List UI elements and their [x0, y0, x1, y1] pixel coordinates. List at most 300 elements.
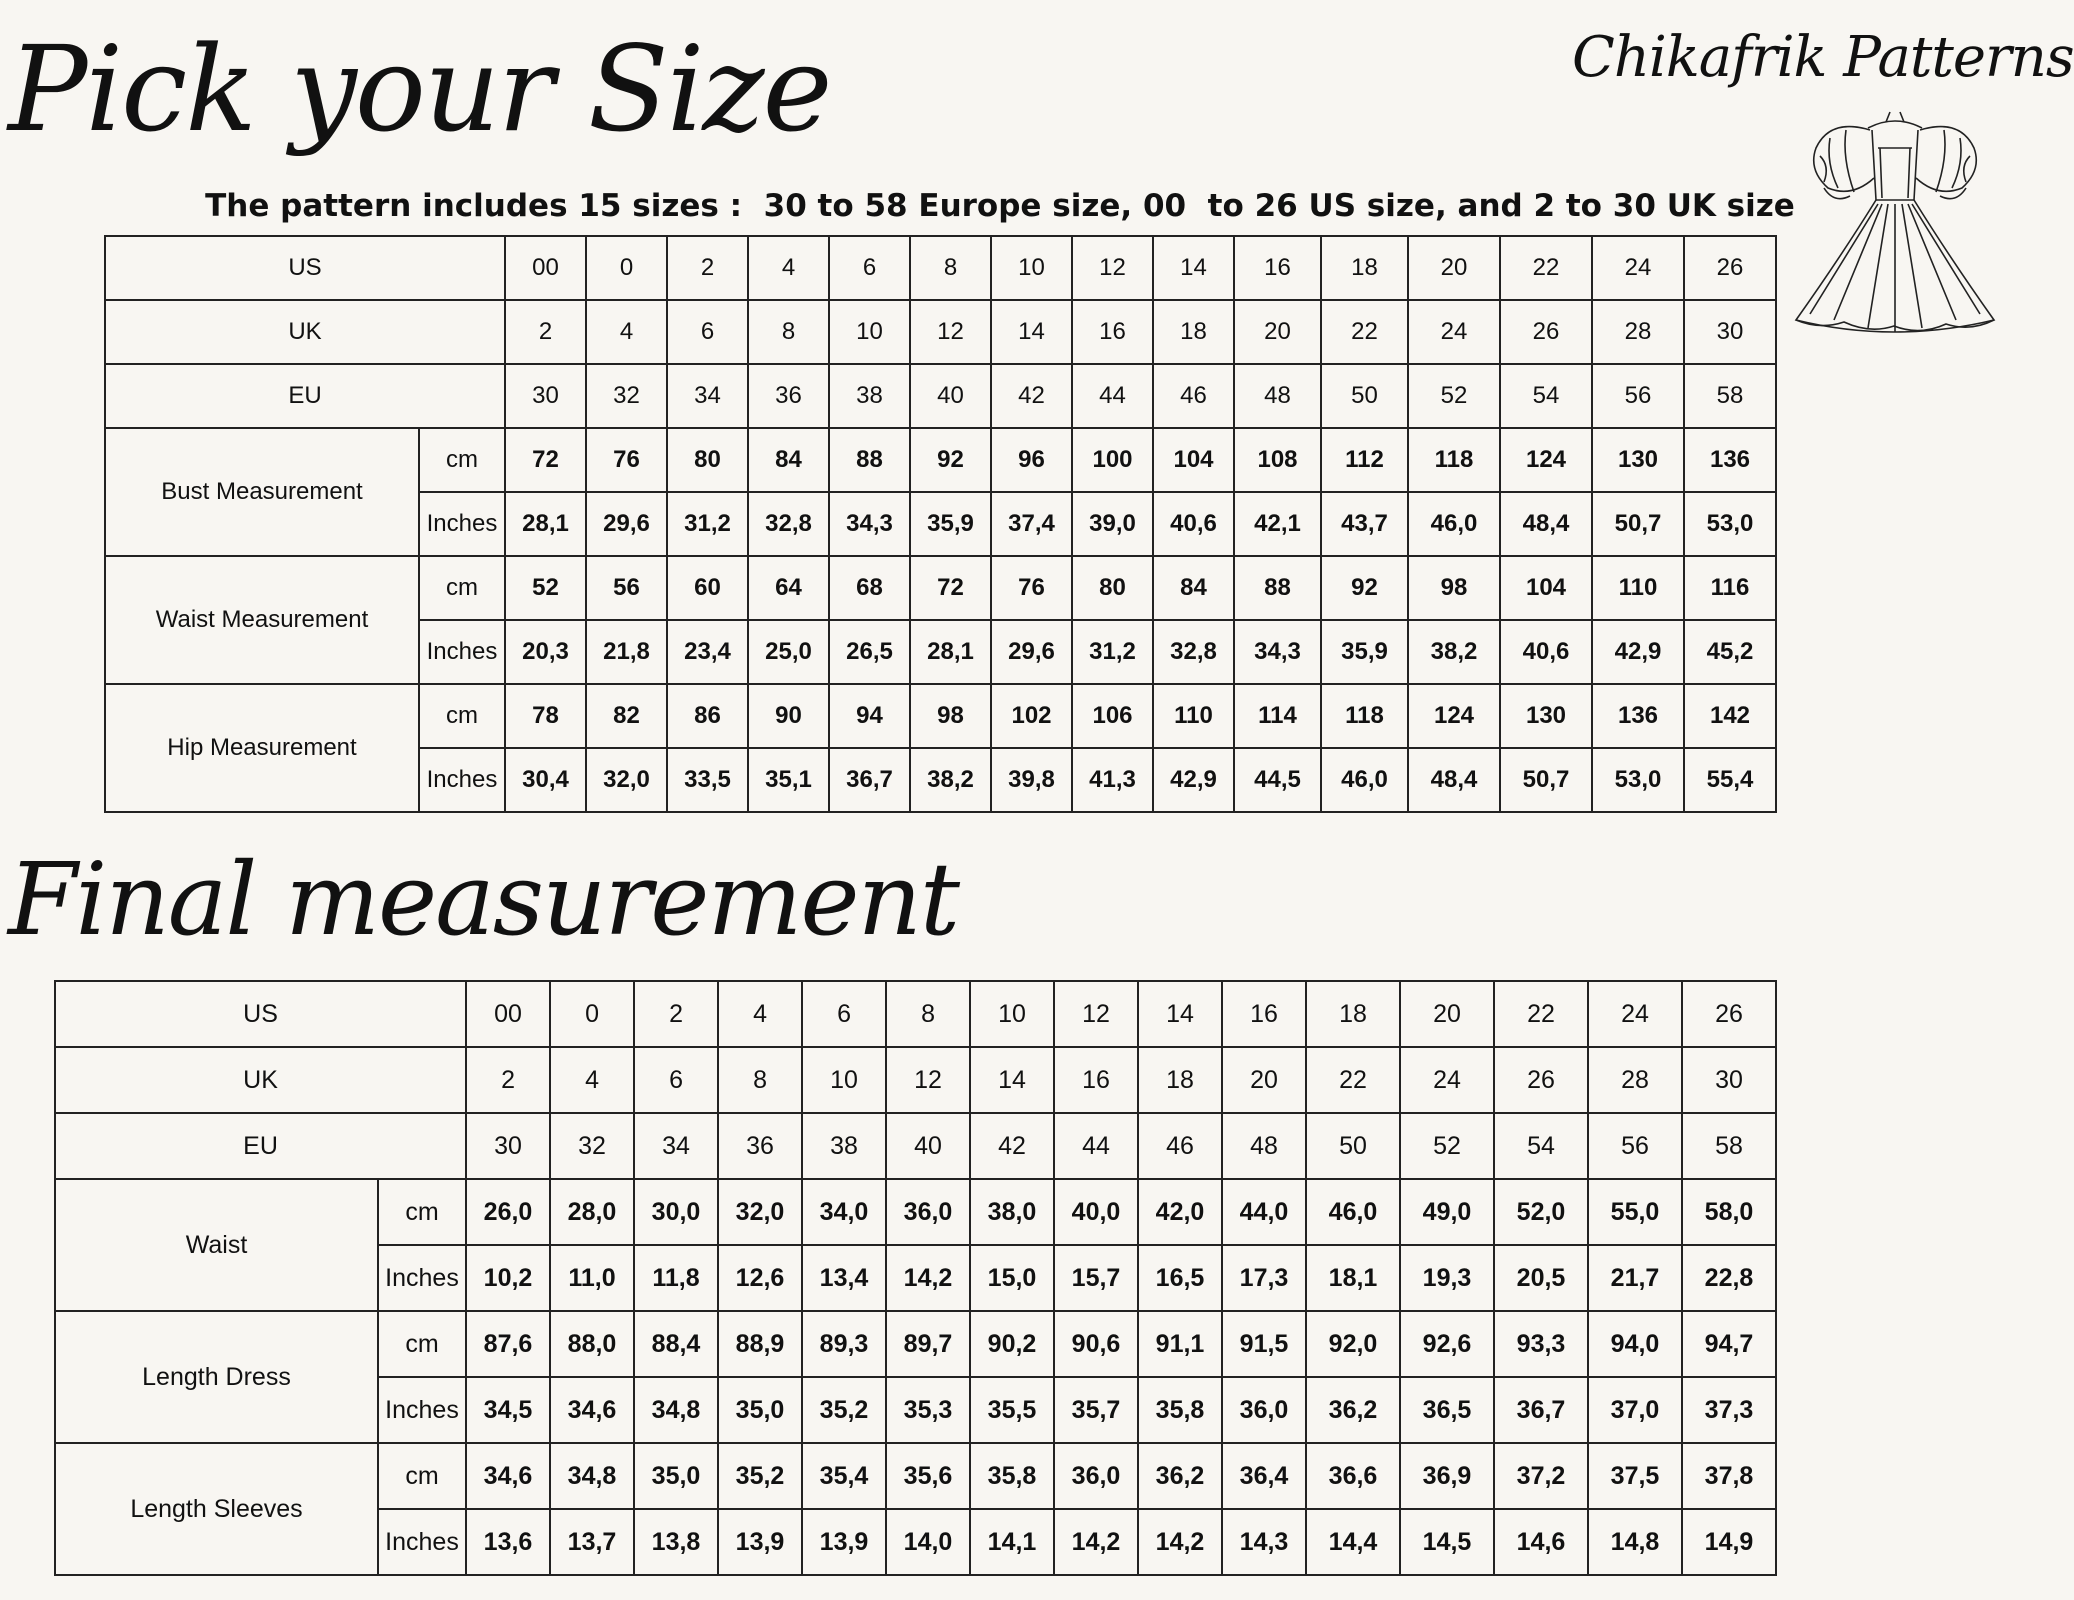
size-cell: 10	[802, 1047, 886, 1113]
size-cell: 12	[886, 1047, 970, 1113]
size-cell: 38	[829, 364, 910, 428]
size-cell: 42	[991, 364, 1072, 428]
measurement-cell: 11,8	[634, 1245, 718, 1311]
size-cell: 30	[1682, 1047, 1776, 1113]
measurement-cell: 34,6	[466, 1443, 550, 1509]
measurement-cell: 34,8	[634, 1377, 718, 1443]
measurement-cell: 72	[910, 556, 991, 620]
measurement-cell: 34,8	[550, 1443, 634, 1509]
size-cell: 10	[970, 981, 1054, 1047]
measurement-cell: 55,0	[1588, 1179, 1682, 1245]
measurement-cell: 84	[1153, 556, 1234, 620]
measurement-cell: 14,1	[970, 1509, 1054, 1575]
measurement-label: Waist Measurement	[105, 556, 419, 684]
measurement-cell: 20,5	[1494, 1245, 1588, 1311]
size-cell: 2	[466, 1047, 550, 1113]
size-cell: 6	[802, 981, 886, 1047]
size-cell: 28	[1592, 300, 1684, 364]
size-cell: 4	[748, 236, 829, 300]
measurement-cell: 80	[1072, 556, 1153, 620]
measurement-cell: 37,8	[1682, 1443, 1776, 1509]
measurement-cell: 48,4	[1500, 492, 1592, 556]
measurement-cell: 14,3	[1222, 1509, 1306, 1575]
measurement-cell: 108	[1234, 428, 1321, 492]
size-cell: 52	[1400, 1113, 1494, 1179]
measurement-cell: 32,0	[586, 748, 667, 812]
measurement-cell: 34,0	[802, 1179, 886, 1245]
measurement-cell: 35,7	[1054, 1377, 1138, 1443]
measurement-cell: 10,2	[466, 1245, 550, 1311]
measurement-cell: 42,1	[1234, 492, 1321, 556]
size-cell: 56	[1588, 1113, 1682, 1179]
row-label: EU	[105, 364, 505, 428]
measurement-cell: 13,9	[718, 1509, 802, 1575]
measurement-cell: 13,6	[466, 1509, 550, 1575]
unit-label: cm	[378, 1311, 466, 1377]
measurement-cell: 20,3	[505, 620, 586, 684]
size-cell: 34	[667, 364, 748, 428]
size-cell: 14	[991, 300, 1072, 364]
measurement-cell: 35,1	[748, 748, 829, 812]
size-cell: 52	[1408, 364, 1500, 428]
measurement-cell: 34,3	[829, 492, 910, 556]
measurement-cell: 87,6	[466, 1311, 550, 1377]
measurement-cell: 110	[1153, 684, 1234, 748]
measurement-cell: 130	[1592, 428, 1684, 492]
measurement-cell: 78	[505, 684, 586, 748]
measurement-cell: 39,8	[991, 748, 1072, 812]
size-cell: 26	[1494, 1047, 1588, 1113]
measurement-cell: 94,7	[1682, 1311, 1776, 1377]
measurement-cell: 91,5	[1222, 1311, 1306, 1377]
measurement-cell: 21,8	[586, 620, 667, 684]
row-label: US	[105, 236, 505, 300]
measurement-cell: 36,7	[1494, 1377, 1588, 1443]
size-chart-table	[104, 235, 1777, 813]
measurement-cell: 76	[586, 428, 667, 492]
measurement-label: Hip Measurement	[105, 684, 419, 812]
measurement-cell: 118	[1321, 684, 1408, 748]
measurement-cell: 112	[1321, 428, 1408, 492]
unit-label: cm	[419, 556, 505, 620]
measurement-cell: 104	[1500, 556, 1592, 620]
measurement-cell: 102	[991, 684, 1072, 748]
measurement-cell: 88,9	[718, 1311, 802, 1377]
measurement-cell: 32,0	[718, 1179, 802, 1245]
size-cell: 14	[1138, 981, 1222, 1047]
measurement-cell: 36,7	[829, 748, 910, 812]
size-cell: 24	[1408, 300, 1500, 364]
measurement-row	[55, 1443, 1776, 1509]
measurement-cell: 28,1	[910, 620, 991, 684]
measurement-cell: 13,4	[802, 1245, 886, 1311]
measurement-cell: 34,5	[466, 1377, 550, 1443]
measurement-cell: 92	[1321, 556, 1408, 620]
unit-label: Inches	[419, 492, 505, 556]
measurement-cell: 41,3	[1072, 748, 1153, 812]
size-cell: 58	[1684, 364, 1776, 428]
size-cell: 32	[550, 1113, 634, 1179]
measurement-cell: 94,0	[1588, 1311, 1682, 1377]
size-cell: 8	[910, 236, 991, 300]
measurement-cell: 36,4	[1222, 1443, 1306, 1509]
size-cell: 00	[505, 236, 586, 300]
size-cell: 34	[634, 1113, 718, 1179]
measurement-cell: 44,5	[1234, 748, 1321, 812]
measurement-cell: 36,5	[1400, 1377, 1494, 1443]
measurement-cell: 114	[1234, 684, 1321, 748]
measurement-cell: 26,5	[829, 620, 910, 684]
measurement-cell: 46,0	[1408, 492, 1500, 556]
measurement-cell: 43,7	[1321, 492, 1408, 556]
measurement-label: Bust Measurement	[105, 428, 419, 556]
measurement-cell: 124	[1500, 428, 1592, 492]
size-cell: 12	[1072, 236, 1153, 300]
size-cell: 10	[829, 300, 910, 364]
measurement-cell: 15,0	[970, 1245, 1054, 1311]
measurement-cell: 19,3	[1400, 1245, 1494, 1311]
size-cell: 8	[886, 981, 970, 1047]
measurement-cell: 35,8	[1138, 1377, 1222, 1443]
size-cell: 58	[1682, 1113, 1776, 1179]
measurement-cell: 76	[991, 556, 1072, 620]
measurement-cell: 36,0	[1054, 1443, 1138, 1509]
measurement-cell: 32,8	[1153, 620, 1234, 684]
size-cell: 6	[667, 300, 748, 364]
size-cell: 44	[1072, 364, 1153, 428]
measurement-label: Length Sleeves	[55, 1443, 378, 1575]
measurement-cell: 30,0	[634, 1179, 718, 1245]
measurement-cell: 60	[667, 556, 748, 620]
measurement-cell: 26,0	[466, 1179, 550, 1245]
unit-label: Inches	[378, 1509, 466, 1575]
size-cell: 4	[586, 300, 667, 364]
measurement-cell: 84	[748, 428, 829, 492]
measurement-cell: 94	[829, 684, 910, 748]
measurement-row	[105, 684, 1776, 748]
size-cell: 4	[550, 1047, 634, 1113]
measurement-cell: 90	[748, 684, 829, 748]
measurement-cell: 35,0	[634, 1443, 718, 1509]
size-cell: 0	[586, 236, 667, 300]
size-cell: 24	[1588, 981, 1682, 1047]
measurement-cell: 52	[505, 556, 586, 620]
measurement-cell: 106	[1072, 684, 1153, 748]
measurement-cell: 35,2	[718, 1443, 802, 1509]
measurement-cell: 49,0	[1400, 1179, 1494, 1245]
size-cell: 16	[1072, 300, 1153, 364]
size-cell: 54	[1500, 364, 1592, 428]
measurement-label: Length Dress	[55, 1311, 378, 1443]
measurement-cell: 86	[667, 684, 748, 748]
measurement-cell: 53,0	[1684, 492, 1776, 556]
size-cell: 20	[1400, 981, 1494, 1047]
measurement-cell: 35,4	[802, 1443, 886, 1509]
measurement-cell: 98	[1408, 556, 1500, 620]
measurement-cell: 36,2	[1306, 1377, 1400, 1443]
size-cell: 54	[1494, 1113, 1588, 1179]
size-cell: 22	[1321, 300, 1408, 364]
row-label: UK	[55, 1047, 466, 1113]
unit-label: cm	[378, 1443, 466, 1509]
measurement-cell: 58,0	[1682, 1179, 1776, 1245]
size-cell: 30	[466, 1113, 550, 1179]
size-cell: 16	[1054, 1047, 1138, 1113]
size-cell: 2	[667, 236, 748, 300]
unit-label: Inches	[419, 748, 505, 812]
size-cell: 12	[910, 300, 991, 364]
size-cell: 22	[1494, 981, 1588, 1047]
measurement-cell: 21,7	[1588, 1245, 1682, 1311]
measurement-cell: 82	[586, 684, 667, 748]
measurement-row	[105, 556, 1776, 620]
size-cell: 32	[586, 364, 667, 428]
unit-label: cm	[378, 1179, 466, 1245]
measurement-cell: 50,7	[1592, 492, 1684, 556]
measurement-cell: 36,6	[1306, 1443, 1400, 1509]
measurement-cell: 14,2	[886, 1245, 970, 1311]
measurement-cell: 31,2	[1072, 620, 1153, 684]
size-cell: 20	[1408, 236, 1500, 300]
measurement-cell: 40,6	[1153, 492, 1234, 556]
measurement-cell: 17,3	[1222, 1245, 1306, 1311]
size-row-us	[55, 981, 1776, 1047]
measurement-cell: 23,4	[667, 620, 748, 684]
measurement-cell: 90,6	[1054, 1311, 1138, 1377]
measurement-cell: 42,9	[1592, 620, 1684, 684]
measurement-cell: 25,0	[748, 620, 829, 684]
measurement-cell: 35,2	[802, 1377, 886, 1443]
size-cell: 50	[1321, 364, 1408, 428]
measurement-cell: 38,2	[1408, 620, 1500, 684]
size-cell: 22	[1306, 1047, 1400, 1113]
measurement-cell: 98	[910, 684, 991, 748]
size-cell: 40	[910, 364, 991, 428]
measurement-cell: 29,6	[586, 492, 667, 556]
measurement-cell: 30,4	[505, 748, 586, 812]
size-cell: 20	[1222, 1047, 1306, 1113]
measurement-cell: 35,3	[886, 1377, 970, 1443]
size-row-eu	[55, 1113, 1776, 1179]
measurement-cell: 46,0	[1306, 1179, 1400, 1245]
measurement-cell: 39,0	[1072, 492, 1153, 556]
size-cell: 42	[970, 1113, 1054, 1179]
measurement-cell: 36,0	[1222, 1377, 1306, 1443]
size-cell: 26	[1500, 300, 1592, 364]
size-cell: 2	[634, 981, 718, 1047]
measurement-cell: 50,7	[1500, 748, 1592, 812]
unit-label: cm	[419, 428, 505, 492]
measurement-cell: 38,2	[910, 748, 991, 812]
size-cell: 48	[1222, 1113, 1306, 1179]
unit-label: cm	[419, 684, 505, 748]
measurement-cell: 104	[1153, 428, 1234, 492]
measurement-cell: 28,1	[505, 492, 586, 556]
size-row-us	[105, 236, 1776, 300]
measurement-cell: 64	[748, 556, 829, 620]
measurement-cell: 124	[1408, 684, 1500, 748]
size-cell: 4	[718, 981, 802, 1047]
measurement-cell: 100	[1072, 428, 1153, 492]
size-cell: 6	[829, 236, 910, 300]
measurement-cell: 13,7	[550, 1509, 634, 1575]
brand-logo: Chikafrik Patterns	[1572, 25, 2074, 90]
measurement-cell: 130	[1500, 684, 1592, 748]
row-label: EU	[55, 1113, 466, 1179]
measurement-cell: 35,9	[1321, 620, 1408, 684]
measurement-cell: 14,4	[1306, 1509, 1400, 1575]
measurement-cell: 13,9	[802, 1509, 886, 1575]
measurement-cell: 72	[505, 428, 586, 492]
size-cell: 16	[1222, 981, 1306, 1047]
measurement-cell: 136	[1592, 684, 1684, 748]
measurement-cell: 28,0	[550, 1179, 634, 1245]
section-title-final-measurement: Final measurement	[8, 841, 959, 958]
measurement-cell: 56	[586, 556, 667, 620]
size-cell: 6	[634, 1047, 718, 1113]
size-cell: 24	[1400, 1047, 1494, 1113]
measurement-cell: 36,2	[1138, 1443, 1222, 1509]
measurement-cell: 16,5	[1138, 1245, 1222, 1311]
size-cell: 26	[1684, 236, 1776, 300]
measurement-cell: 35,5	[970, 1377, 1054, 1443]
measurement-row	[105, 428, 1776, 492]
measurement-cell: 142	[1684, 684, 1776, 748]
size-cell: 48	[1234, 364, 1321, 428]
measurement-cell: 18,1	[1306, 1245, 1400, 1311]
size-cell: 50	[1306, 1113, 1400, 1179]
measurement-cell: 90,2	[970, 1311, 1054, 1377]
measurement-cell: 52,0	[1494, 1179, 1588, 1245]
measurement-cell: 35,6	[886, 1443, 970, 1509]
size-cell: 18	[1153, 300, 1234, 364]
size-cell: 24	[1592, 236, 1684, 300]
measurement-cell: 14,2	[1138, 1509, 1222, 1575]
measurement-cell: 37,2	[1494, 1443, 1588, 1509]
measurement-cell: 92,6	[1400, 1311, 1494, 1377]
measurement-cell: 45,2	[1684, 620, 1776, 684]
measurement-cell: 88	[1234, 556, 1321, 620]
measurement-cell: 92,0	[1306, 1311, 1400, 1377]
measurement-cell: 13,8	[634, 1509, 718, 1575]
measurement-cell: 14,8	[1588, 1509, 1682, 1575]
measurement-cell: 14,5	[1400, 1509, 1494, 1575]
measurement-cell: 68	[829, 556, 910, 620]
measurement-cell: 11,0	[550, 1245, 634, 1311]
measurement-cell: 89,7	[886, 1311, 970, 1377]
measurement-cell: 48,4	[1408, 748, 1500, 812]
measurement-cell: 80	[667, 428, 748, 492]
measurement-cell: 93,3	[1494, 1311, 1588, 1377]
measurement-cell: 136	[1684, 428, 1776, 492]
size-cell: 2	[505, 300, 586, 364]
size-cell: 20	[1234, 300, 1321, 364]
measurement-cell: 14,2	[1054, 1509, 1138, 1575]
size-cell: 18	[1138, 1047, 1222, 1113]
size-cell: 14	[1153, 236, 1234, 300]
size-cell: 10	[991, 236, 1072, 300]
measurement-cell: 116	[1684, 556, 1776, 620]
measurement-cell: 91,1	[1138, 1311, 1222, 1377]
size-cell: 0	[550, 981, 634, 1047]
size-cell: 56	[1592, 364, 1684, 428]
measurement-cell: 36,0	[886, 1179, 970, 1245]
measurement-cell: 37,0	[1588, 1377, 1682, 1443]
measurement-cell: 42,0	[1138, 1179, 1222, 1245]
size-cell: 36	[718, 1113, 802, 1179]
measurement-label: Waist	[55, 1179, 378, 1311]
pattern-sizes-note: The pattern includes 15 sizes : 30 to 58 Europe size, 00 to 26 US size, and 2 to 30 UK size	[205, 188, 1795, 224]
measurement-cell: 44,0	[1222, 1179, 1306, 1245]
measurement-cell: 88	[829, 428, 910, 492]
measurement-cell: 46,0	[1321, 748, 1408, 812]
measurement-row	[55, 1179, 1776, 1245]
row-label: US	[55, 981, 466, 1047]
measurement-cell: 110	[1592, 556, 1684, 620]
measurement-cell: 96	[991, 428, 1072, 492]
measurement-cell: 37,5	[1588, 1443, 1682, 1509]
measurement-cell: 34,3	[1234, 620, 1321, 684]
measurement-cell: 38,0	[970, 1179, 1054, 1245]
measurement-cell: 37,4	[991, 492, 1072, 556]
measurement-cell: 29,6	[991, 620, 1072, 684]
size-cell: 46	[1153, 364, 1234, 428]
size-cell: 16	[1234, 236, 1321, 300]
size-row-eu	[105, 364, 1776, 428]
measurement-cell: 40,6	[1500, 620, 1592, 684]
measurement-cell: 92	[910, 428, 991, 492]
measurement-row	[55, 1311, 1776, 1377]
measurement-cell: 22,8	[1682, 1245, 1776, 1311]
size-cell: 8	[748, 300, 829, 364]
measurement-cell: 53,0	[1592, 748, 1684, 812]
measurement-cell: 89,3	[802, 1311, 886, 1377]
size-cell: 18	[1306, 981, 1400, 1047]
measurement-cell: 37,3	[1682, 1377, 1776, 1443]
size-cell: 14	[970, 1047, 1054, 1113]
measurement-cell: 35,9	[910, 492, 991, 556]
size-cell: 46	[1138, 1113, 1222, 1179]
measurement-cell: 32,8	[748, 492, 829, 556]
measurement-cell: 35,0	[718, 1377, 802, 1443]
size-cell: 36	[748, 364, 829, 428]
unit-label: Inches	[419, 620, 505, 684]
size-cell: 18	[1321, 236, 1408, 300]
measurement-cell: 36,9	[1400, 1443, 1494, 1509]
size-cell: 38	[802, 1113, 886, 1179]
size-cell: 30	[1684, 300, 1776, 364]
measurement-cell: 88,4	[634, 1311, 718, 1377]
measurement-cell: 14,6	[1494, 1509, 1588, 1575]
measurement-cell: 88,0	[550, 1311, 634, 1377]
size-cell: 26	[1682, 981, 1776, 1047]
measurement-cell: 34,6	[550, 1377, 634, 1443]
measurement-cell: 42,9	[1153, 748, 1234, 812]
size-cell: 8	[718, 1047, 802, 1113]
page-title: Pick your Size	[8, 20, 831, 158]
measurement-cell: 40,0	[1054, 1179, 1138, 1245]
final-measurement-table	[54, 980, 1777, 1576]
measurement-cell: 55,4	[1684, 748, 1776, 812]
measurement-cell: 14,9	[1682, 1509, 1776, 1575]
unit-label: Inches	[378, 1245, 466, 1311]
size-cell: 22	[1500, 236, 1592, 300]
size-cell: 40	[886, 1113, 970, 1179]
measurement-cell: 118	[1408, 428, 1500, 492]
measurement-cell: 14,0	[886, 1509, 970, 1575]
size-row-uk	[55, 1047, 1776, 1113]
size-cell: 28	[1588, 1047, 1682, 1113]
